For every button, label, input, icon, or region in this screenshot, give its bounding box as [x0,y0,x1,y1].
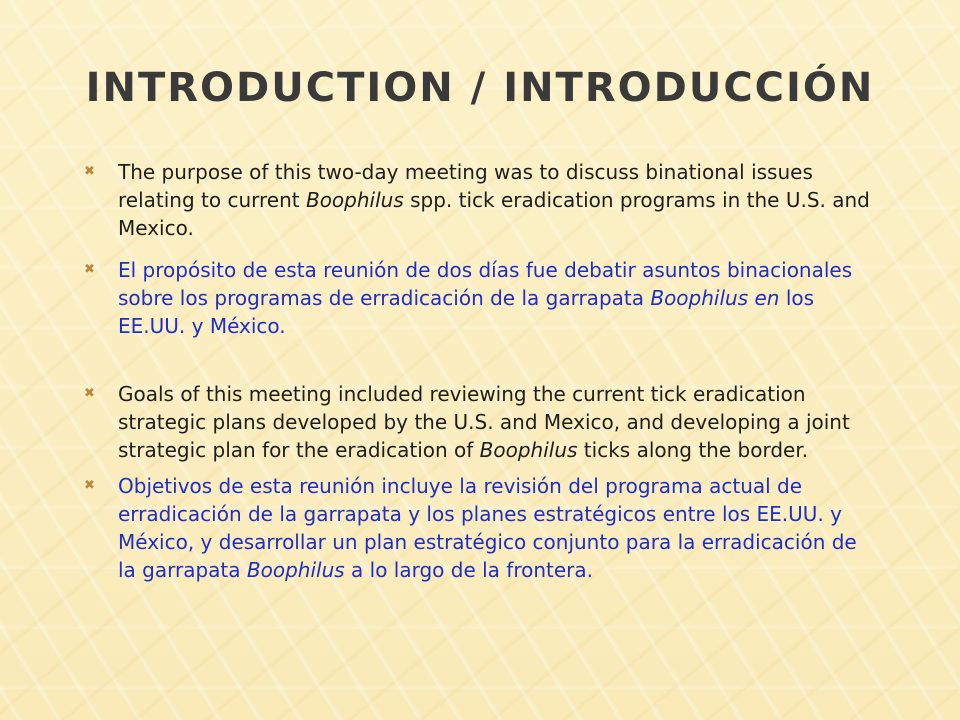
bullet-text: Goals of this meeting included reviewing the current tick eradication strategic plans developed by the U.S. and Mexico, and developing a joint strategic plan for the eradication of [118,382,850,462]
bullet-italic-genus: Boophilus [305,188,404,212]
bullet-text: El propósito de esta reunión de dos días fue debatir asuntos binacionales sobre los programas de erradicación de la garrapata [118,258,853,310]
bullet-italic-genus: Boophilus en [650,286,780,310]
bullet-goals-es [80,472,880,584]
bullet-text: ticks along the border. [577,438,809,462]
bullet-text: spp. tick eradication programs in the U.S. and Mexico. [118,188,870,240]
bullet-text: los EE.UU. y México. [118,286,815,338]
bullet-italic-genus: Boophilus [479,438,578,462]
bullet-purpose-es [80,256,880,340]
x-mark-icon: ✖ [84,164,95,179]
bullet-italic-genus: Boophilus [246,558,345,582]
x-mark-icon: ✖ [84,386,95,401]
bullet-goals-en [80,380,880,464]
bullet-purpose-en [80,158,880,242]
bullet-list [80,158,880,584]
bullet-text: Objetivos de esta reunión incluye la revisión del programa actual de erradicación de la garrapata y los planes estratégicos entre los EE.UU. y México, y desarrollar un plan estratégico conjunto para la erradicación de la garrapata [118,474,857,582]
slide-title: INTRODUCTION / INTRODUCCIÓN [85,65,875,111]
bullet-text: The purpose of this two-day meeting was to discuss binational issues relating to current [118,160,813,212]
x-mark-icon: ✖ [84,262,95,277]
x-mark-icon: ✖ [84,478,95,493]
bullet-text: a lo largo de la frontera. [344,558,594,582]
